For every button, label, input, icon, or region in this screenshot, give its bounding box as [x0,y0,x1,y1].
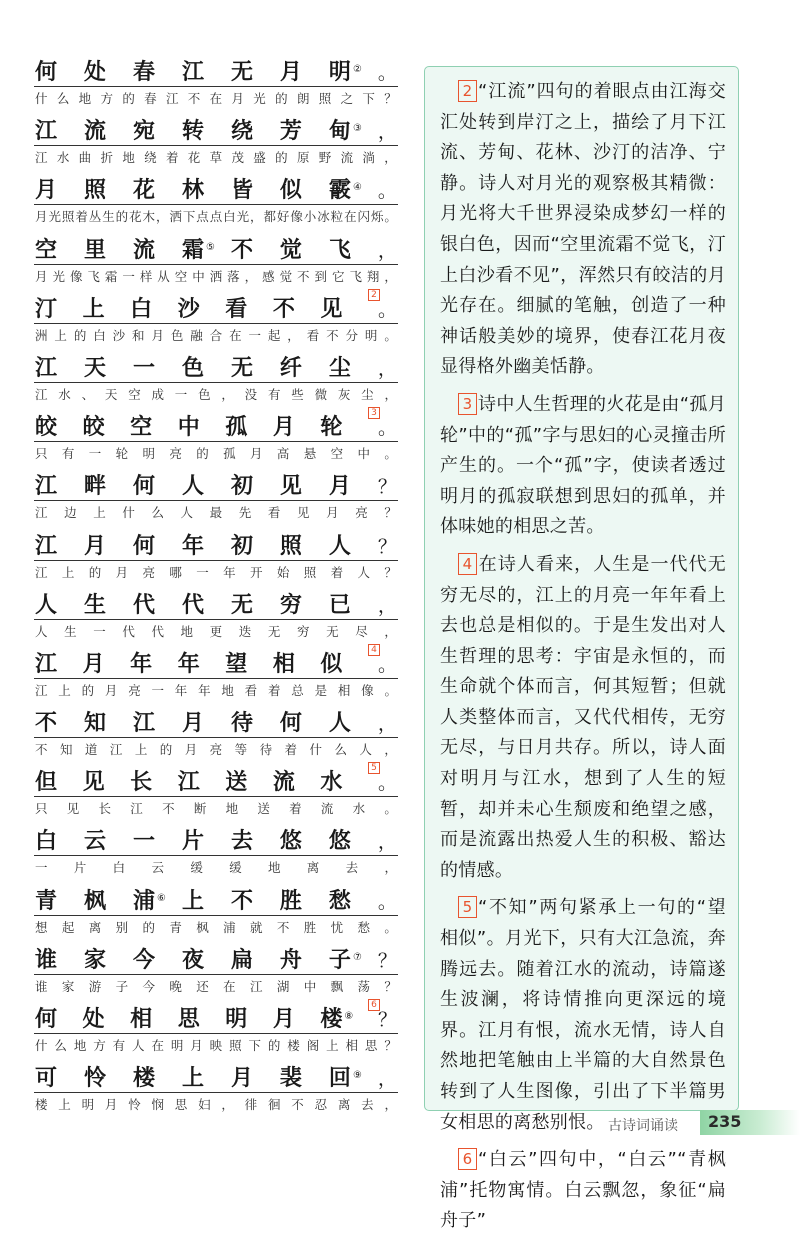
verse-char: 照 [83,178,106,204]
poem-line [34,1058,398,1117]
verse-char: 尘 [328,355,351,381]
verse-char: 空 [35,237,58,263]
verse-char: 色 [181,355,204,381]
verse-char: 相 [130,1007,153,1032]
poem-line [34,170,398,229]
verse-char: 年 [130,651,153,677]
verse-char: 空 [130,415,153,441]
verse-char: 甸 ③ [329,119,351,145]
verse-end [368,644,397,678]
verse-end [378,238,397,264]
poem-line [34,526,398,585]
verse-char: 似 [320,651,343,677]
verse-char: 长 [130,770,153,796]
verse-char: 白 [130,296,153,322]
poem-verse [34,466,398,501]
verse-char: 绕 [230,119,253,145]
poem-translation: 谁 家 游 子 今 晚 还 在 江 湖 中 飘 荡 ？ [35,978,397,994]
poem-translation: 想 起 离 别 的 青 枫 浦 就 不 胜 忧 愁 。 [35,919,397,935]
verse-punctuation: ， [377,594,397,617]
commentary-text: “江流”四句的着眼点由江海交汇处转到岸汀之上，描绘了月下江流、芳甸、花林、沙汀的洁净、宁静。诗人对月光的观察极其精微：月光将大千世界浸染成梦幻一样的银白色，因而“空里流霜不觉飞，汀上白沙看不见”，浑然只有皎洁的月光存在。细腻的笔触，创造了一种神话般美妙的境界，使春江花月夜显得格外幽美恬静。 [440,81,726,378]
verse-char: 何 [279,711,302,737]
poem-line [34,111,398,170]
verse-punctuation: ， [377,831,397,854]
verse-char: 孤 [225,415,248,441]
poem-translation: 江 边 上 什 么 人 最 先 看 见 月 亮 ？ [35,505,397,521]
verse-end [378,948,397,974]
poem-verse [34,407,398,442]
poem-verse [34,881,398,916]
note-marker: 5 [368,762,380,774]
commentary-number: 3 [458,393,477,415]
verse-char: 月 [328,474,351,500]
verse-end [378,534,397,560]
poem-line [34,348,398,407]
verse-char: 年 [181,533,204,559]
verse-char: 芳 [279,119,302,145]
verse-char: 江 [181,60,204,85]
poem-verse [34,348,398,383]
verse-char: 皎 [35,415,58,441]
note-marker: 4 [368,644,380,656]
poem-line [34,703,398,762]
commentary-paragraph [440,550,726,887]
footnote-ref: ④ [352,182,362,194]
poem-translation: 月 光 像 飞 霜 一 样 从 空 中 洒 落 ， 感 觉 不 到 它 飞 翔 ， [35,268,397,284]
commentary-number: 6 [458,1148,477,1170]
poem-translation: 一 片 白 云 缓 缓 地 离 去 ， [35,860,397,876]
verse-char: 春 [132,60,155,85]
verse-char: 月 [272,415,295,441]
verse-char: 胜 [279,888,302,914]
verse-char: 处 [83,60,106,85]
poem-verse [34,999,398,1034]
verse-char: 无 [230,592,253,618]
commentary-paragraph [440,1145,726,1237]
verse-char: 见 [82,770,105,796]
footnote-ref: ⑧ [344,1011,354,1022]
commentary-paragraph [440,77,726,383]
verse-end [368,408,397,441]
verse-char: 待 [230,711,253,737]
verse-char: 已 [328,592,351,618]
poem-translation: 江 上 的 月 亮 哪 一 年 开 始 照 着 人 ？ [35,564,397,580]
poem-translation: 江 水 、 天 空 成 一 色 ， 没 有 些 微 灰 尘 ， [35,386,397,402]
poem-line [34,644,398,703]
verse-punctuation: 。 [377,653,397,676]
verse-punctuation: ？ [377,1009,397,1031]
verse-char: 不 [230,888,253,914]
verse-char: 一 [132,829,155,855]
page-number: 235 [708,1112,742,1131]
verse-char: 今 [132,947,155,973]
verse-char: 一 [132,355,155,381]
verse-char: 中 [177,415,200,441]
verse-char: 里 [83,237,106,263]
verse-char: 夜 [181,947,204,973]
verse-punctuation: 。 [377,417,397,440]
footnote-ref: ② [352,64,362,75]
poem-line [34,881,398,940]
poem-translation: 只 有 一 轮 明 亮 的 孤 月 高 悬 空 中 。 [35,446,397,462]
verse-end [378,60,397,86]
footnote-ref: ⑨ [352,1070,362,1082]
poem-line [34,52,398,111]
verse-char: 江 [177,770,200,796]
verse-char: 片 [181,829,204,855]
verse-char: 青 [35,888,58,914]
verse-char: 江 [35,474,58,500]
poem-verse [34,289,398,324]
verse-char: 云 [83,829,106,855]
verse-char: 何 [35,1007,58,1032]
verse-punctuation: ？ [377,535,397,558]
poem-line [34,585,398,644]
verse-char: 月 [35,178,58,204]
verse-char: 天 [83,355,106,381]
commentary-text: “不知”两句紧承上一句的“望相似”。月光下，只有大江急流，奔腾远去。随着江水的流动，诗篇遂生波澜，将诗情推向更深远的境界。江月有恨，流水无情，诗人自然地把笔触由上半篇的大自然景色转到了人生图像，引出了下半篇男女相思的离愁别恨。 [440,897,726,1133]
verse-char: 初 [230,533,253,559]
verse-char: 不 [35,711,58,737]
poem-translation: 只 见 长 江 不 断 地 送 着 流 水 。 [35,801,397,817]
poem-verse [34,1058,398,1093]
verse-char: 无 [230,355,253,381]
note-marker: 6 [368,999,380,1011]
verse-char: 可 [35,1066,58,1092]
verse-char: 家 [83,947,106,973]
verse-end [378,356,397,382]
verse-char: 何 [132,474,155,500]
verse-char: 转 [181,119,204,145]
poem-verse [34,111,398,146]
verse-punctuation: ？ [377,949,397,972]
verse-char: 觉 [279,237,302,263]
poem-translation: 不 知 道 江 上 的 月 亮 等 待 着 什 么 人 ， [35,742,397,758]
verse-char: 但 [35,770,58,796]
verse-char: 浦 ⑥ [133,889,155,915]
verse-char: 愁 [328,888,351,914]
poem-verse [34,821,398,856]
verse-char: 谁 [35,947,58,973]
poem-line [34,999,398,1058]
verse-char: 上 [181,1066,204,1092]
poem-translation: 江 上 的 月 亮 一 年 年 地 看 着 总 是 相 像 。 [35,682,397,698]
verse-char: 人 [328,533,351,559]
verse-char: 人 [328,711,351,737]
verse-punctuation: 。 [377,62,397,84]
poem-translation: 月 光 照 着 丛 生 的 花 木 ， 洒 下 点 点 白 光 ， 都 好 像 小 冰 粒 在 闪 烁 。 [35,209,397,225]
commentary-number: 2 [458,80,477,102]
verse-char: 人 [35,592,58,618]
verse-end [378,1066,397,1092]
verse-char: 飞 [328,237,351,263]
poem-translation: 什 么 地 方 有 人 在 明 月 映 照 下 的 楼 阁 上 相 思 ？ [35,1038,397,1053]
footnote-ref: ⑤ [206,241,215,253]
poem-verse [34,526,398,561]
verse-char: 子 ⑦ [329,948,351,974]
verse-char: 沙 [177,296,200,322]
verse-char: 看 [225,296,248,322]
poem-verse [34,170,398,205]
poem-translation: 洲 上 的 白 沙 和 月 色 融 合 在 一 起 ， 看 不 分 明 。 [35,327,397,343]
verse-char: 人 [181,474,204,500]
verse-char: 月 [279,60,302,85]
commentary-number: 5 [458,896,477,918]
poem-verse [34,940,398,975]
verse-char: 知 [83,711,106,737]
commentary-paragraph [440,390,726,543]
section-name: 古诗词诵读 [608,1118,678,1134]
verse-char: 宛 [132,119,155,145]
verse-char: 去 [230,829,253,855]
note-marker: 3 [368,407,380,419]
verse-char: 望 [225,651,248,677]
verse-end [378,889,397,915]
verse-punctuation: 。 [377,890,397,913]
verse-punctuation: 。 [377,180,397,203]
verse-end [378,711,397,737]
poem-translation: 人 生 一 代 代 地 更 迭 无 穷 无 尽 ， [35,623,397,639]
verse-char: 照 [279,533,302,559]
verse-end [378,119,397,145]
verse-char: 枫 [83,888,106,914]
verse-char: 水 [320,770,343,796]
verse-punctuation: ， [377,357,397,380]
verse-char: 年 [177,651,200,677]
poem-verse [34,230,398,265]
verse-char: 楼 ⑧ [320,1007,342,1033]
verse-char: 悠 [328,829,351,855]
footnote-ref: ③ [352,123,362,135]
verse-char: 花 [132,178,155,204]
verse-punctuation: ， [377,121,397,144]
verse-char: 舟 [279,947,302,973]
verse-punctuation: ， [377,1068,397,1091]
poem-translation: 江 水 曲 折 地 绕 着 花 草 茂 盛 的 原 野 流 淌 ， [35,150,397,166]
poem-line [34,821,398,880]
poem-line [34,230,398,289]
poem-line [34,407,398,466]
commentary-text: “白云”四句中，“白云”“青枫浦”托物寓情。白云飘忽，象征“扁舟子” [440,1149,726,1232]
verse-char: 白 [35,829,58,855]
verse-char: 明 [225,1007,248,1032]
verse-char: 流 [83,119,106,145]
poem-translation: 什 么 地 方 的 春 江 不 在 月 光 的 朗 照 之 下 ？ [35,91,397,106]
poem-verse [34,762,398,797]
verse-char: 上 [82,296,105,322]
commentary-paragraph [440,893,726,1138]
verse-char: 月 [272,1007,295,1032]
verse-char: 明 ② [329,60,351,86]
verse-punctuation: ？ [377,476,397,499]
poem-line [34,466,398,525]
verse-char: 林 [181,178,204,204]
verse-char: 何 [132,533,155,559]
verse-char: 无 [230,60,253,85]
verse-char: 思 [177,1007,200,1032]
poem-verse [34,52,398,87]
verse-char: 畔 [83,474,106,500]
verse-char: 见 [320,296,343,322]
verse-char: 月 [230,1066,253,1092]
commentary-text: 在诗人看来，人生是一代代无穷无尽的，江上的月亮一年年看上去也总是相似的。于是生发出对人生哲理的思考：宇宙是永恒的，而生命就个体而言，何其短暂；但就人类整体而言，又代代相传，无穷无尽，与日月共存。所以，诗人面对明月与江水，想到了人生的短暂，却并未心生颓废和绝望之感，而是流露出热爱人生的积极、豁达的情感。 [440,553,726,881]
verse-char: 皆 [230,178,253,204]
verse-char: 不 [230,237,253,263]
verse-char: 代 [132,592,155,618]
verse-char: 初 [230,474,253,500]
verse-char: 悠 [279,829,302,855]
verse-char: 皎 [82,415,105,441]
verse-char: 江 [35,355,58,381]
verse-char: 月 [83,533,106,559]
commentary-number: 4 [458,553,477,575]
poem-line [34,289,398,348]
verse-char: 扁 [230,947,253,973]
poem-verse [34,703,398,738]
verse-char: 回 ⑨ [329,1066,351,1092]
verse-char: 似 [279,178,302,204]
poem-verse [34,585,398,620]
verse-char: 代 [181,592,204,618]
verse-char: 上 [181,888,204,914]
verse-char: 何 [35,60,58,85]
verse-char: 楼 [132,1066,155,1092]
verse-end [368,763,397,796]
verse-end [378,474,397,500]
note-marker: 2 [368,289,380,301]
verse-char: 见 [279,474,302,500]
poem-line [34,940,398,999]
verse-char: 江 [132,711,155,737]
verse-char: 生 [83,592,106,618]
poem-line [34,762,398,821]
verse-char: 流 [132,237,155,263]
verse-punctuation: ， [377,239,397,262]
verse-end [368,1000,397,1033]
verse-char: 江 [35,119,58,145]
verse-char: 送 [225,770,248,796]
verse-char: 纤 [279,355,302,381]
verse-punctuation: 。 [377,298,397,321]
verse-punctuation: 。 [377,772,397,795]
verse-char: 轮 [320,415,343,441]
verse-end [368,289,397,323]
verse-end [378,829,397,855]
poem-translation: 楼 上 明 月 怜 悯 思 妇 ， 徘 徊 不 忍 离 去 ， [35,1097,397,1113]
verse-char: 霜 ⑤ [182,238,204,264]
verse-char: 月 [82,651,105,677]
verse-char: 穷 [279,592,302,618]
verse-char: 怜 [83,1066,106,1092]
verse-end [378,593,397,619]
footnote-ref: ⑥ [157,892,166,904]
verse-char: 处 [82,1007,105,1032]
verse-char: 裴 [279,1066,302,1092]
verse-char: 不 [272,296,295,322]
verse-char: 江 [35,651,58,677]
poem-verse [34,644,398,679]
verse-char: 流 [272,770,295,796]
verse-char: 月 [181,711,204,737]
verse-char: 汀 [35,296,58,322]
footnote-ref: ⑦ [352,951,362,963]
poem-column [34,52,398,1117]
verse-char: 江 [35,533,58,559]
verse-end [378,178,397,204]
verse-punctuation: ， [377,713,397,736]
verse-char: 霰 ④ [329,178,351,204]
commentary-text: 诗中人生哲理的火花是由“孤月轮”中的“孤”字与思妇的心灵撞击所产生的。一个“孤”字，使读者透过明月的孤寂联想到思妇的孤单，并体味她的相思之苦。 [440,393,726,538]
verse-char: 相 [272,651,295,677]
